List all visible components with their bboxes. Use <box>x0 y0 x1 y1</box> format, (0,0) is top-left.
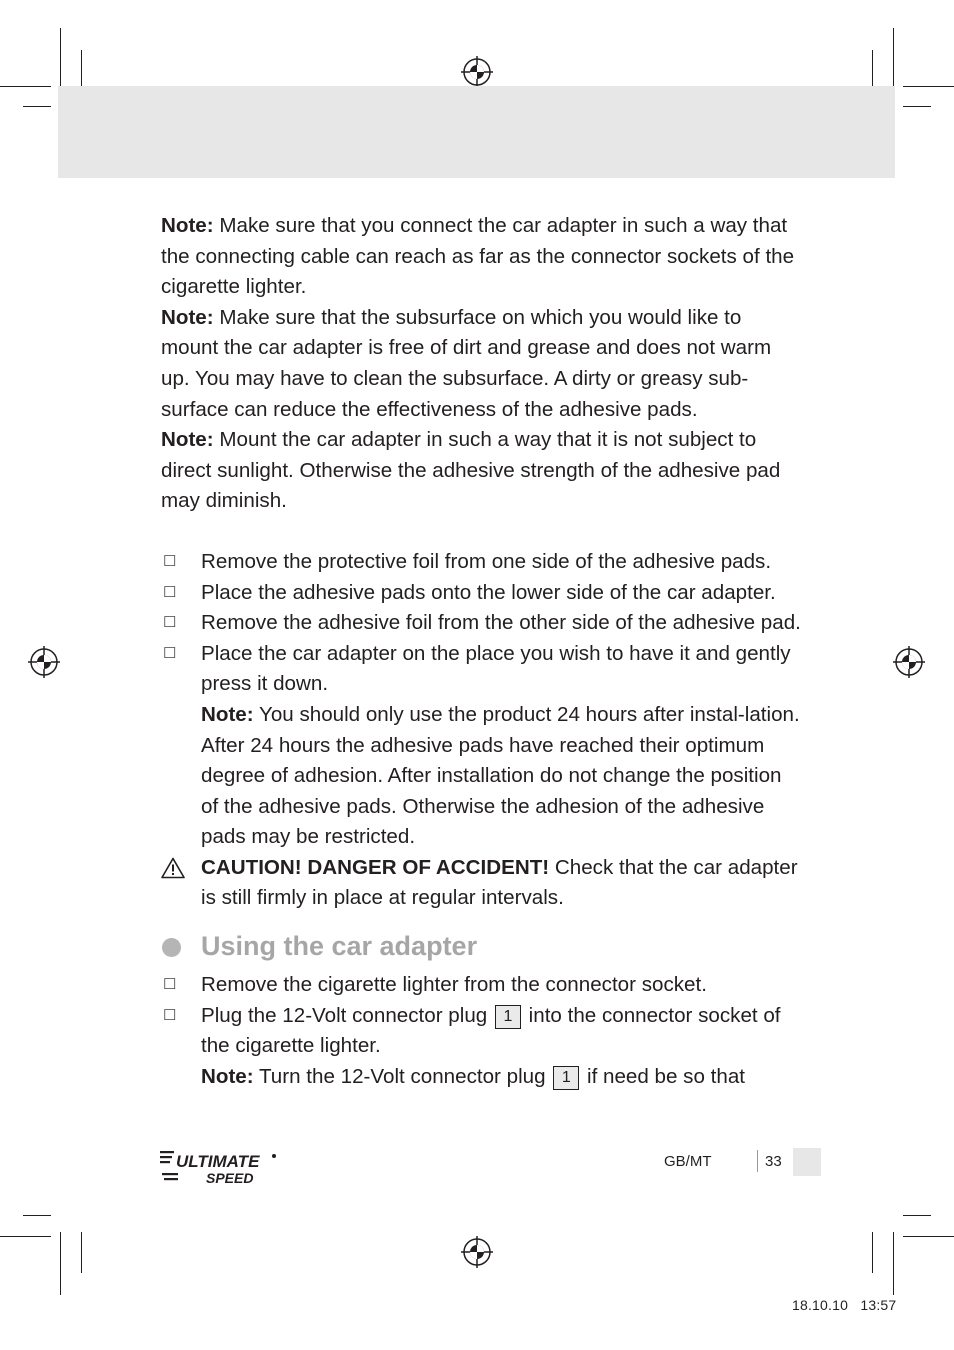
step-note <box>161 1062 801 1093</box>
print-datestamp: 18.10.10 13:57 <box>792 1297 897 1313</box>
header-band <box>58 86 895 178</box>
section-dot-icon <box>162 938 181 957</box>
crop-mark <box>0 86 51 87</box>
crop-mark <box>60 1232 61 1295</box>
registration-mark-icon <box>893 646 925 678</box>
footer-box <box>793 1148 821 1176</box>
list-item <box>161 970 801 1001</box>
crop-mark <box>0 1236 51 1237</box>
part-reference: 1 <box>495 1005 521 1029</box>
note-text: Turn the 12-Volt connector plug <box>253 1064 552 1088</box>
list-item <box>161 608 801 639</box>
registration-mark-icon <box>28 646 60 678</box>
registration-mark-icon <box>461 56 493 88</box>
note-label: Note: <box>161 305 214 329</box>
crop-mark <box>903 106 931 107</box>
note-label: Note: <box>201 1064 254 1088</box>
crop-mark <box>872 50 873 91</box>
crop-mark <box>23 106 51 107</box>
checkbox-square-icon: ☐ <box>163 614 177 632</box>
note-label: Note: <box>161 214 214 237</box>
crop-mark <box>81 1232 82 1273</box>
note-text: You should only use the product 24 hours after instal-lation. After 24 hours the adhesive pads have reached their optimum degree of adhesion. After installation do not change the position of the adhesive pads. Otherwise the adhesion of the adhesive pads may be restricted. <box>201 702 800 849</box>
checkbox-square-icon: ☐ <box>163 552 177 570</box>
warning-triangle-icon <box>161 857 185 879</box>
list-item-text: Remove the cigarette lighter from the connector socket. <box>201 973 707 997</box>
list-item <box>161 547 801 578</box>
list-item-text: Remove the adhesive foil from the other side of the adhesive pad. <box>201 611 801 635</box>
checkbox-square-icon: ☐ <box>163 976 177 994</box>
step-note <box>161 700 801 853</box>
checkbox-square-icon: ☐ <box>163 1006 177 1024</box>
checkbox-square-icon: ☐ <box>163 644 177 662</box>
caution-text: Check that the car adapter is still firmly in place at regular intervals. <box>201 855 798 910</box>
note-text: Make sure that the subsurface on which you would like to mount the car adapter is free of dirt and grease and does not warm up. You may have to clean the subsurface. A dirty or greasy sub-surface can reduce the effectiveness of the adhesive pads. <box>161 305 772 421</box>
crop-mark <box>903 1215 931 1216</box>
section-heading <box>161 926 801 970</box>
registration-mark-icon <box>461 1236 493 1268</box>
list-item <box>161 1001 801 1062</box>
crop-mark <box>893 28 894 91</box>
crop-mark <box>903 86 954 87</box>
note-text: Make sure that you connect the car adapter in such a way that the connecting cable can reach as far as the connector sockets of the cigarette lighter. <box>161 214 795 299</box>
page-number: 33 <box>765 1153 782 1170</box>
crop-mark <box>23 1215 51 1216</box>
checkbox-square-icon: ☐ <box>163 583 177 601</box>
note-text: Mount the car adapter in such a way that it is not subject to direct sunlight. Otherwise the adhesive strength of the adhesive pad may diminish. <box>161 428 781 513</box>
brand-logo <box>160 1148 278 1186</box>
note-paragraph <box>161 211 801 303</box>
note-paragraph <box>161 303 801 425</box>
page-content <box>161 211 801 1092</box>
list-item-text: Plug the 12-Volt connector plug <box>201 1003 493 1027</box>
crop-mark <box>81 50 82 91</box>
spacer <box>161 517 801 547</box>
section-title: Using the car adapter <box>201 931 478 962</box>
note-paragraph <box>161 425 801 517</box>
crop-mark <box>872 1232 873 1273</box>
list-item-text: Remove the protective foil from one side of the adhesive pads. <box>201 549 772 573</box>
note-label: Note: <box>201 702 254 726</box>
list-item-text: Place the car adapter on the place you wish to have it and gently press it down. <box>201 641 791 696</box>
logo-text: SPEED <box>206 1170 254 1186</box>
caution-block <box>161 853 801 914</box>
footer-divider <box>757 1150 758 1172</box>
crop-mark <box>60 28 61 91</box>
list-item-text: Place the adhesive pads onto the lower side of the car adapter. <box>201 580 776 604</box>
caution-label: CAUTION! DANGER OF ACCIDENT! <box>201 855 550 879</box>
language-code: GB/MT <box>664 1153 712 1170</box>
note-text: if need be so that <box>581 1064 746 1088</box>
crop-mark <box>893 1232 894 1295</box>
list-item-text: into the connector socket of the cigarette lighter. <box>201 1003 781 1058</box>
note-label: Note: <box>161 428 214 452</box>
logo-text: ULTIMATE <box>176 1152 260 1171</box>
list-item <box>161 578 801 609</box>
part-reference: 1 <box>553 1066 579 1090</box>
list-item <box>161 639 801 700</box>
crop-mark <box>903 1236 954 1237</box>
